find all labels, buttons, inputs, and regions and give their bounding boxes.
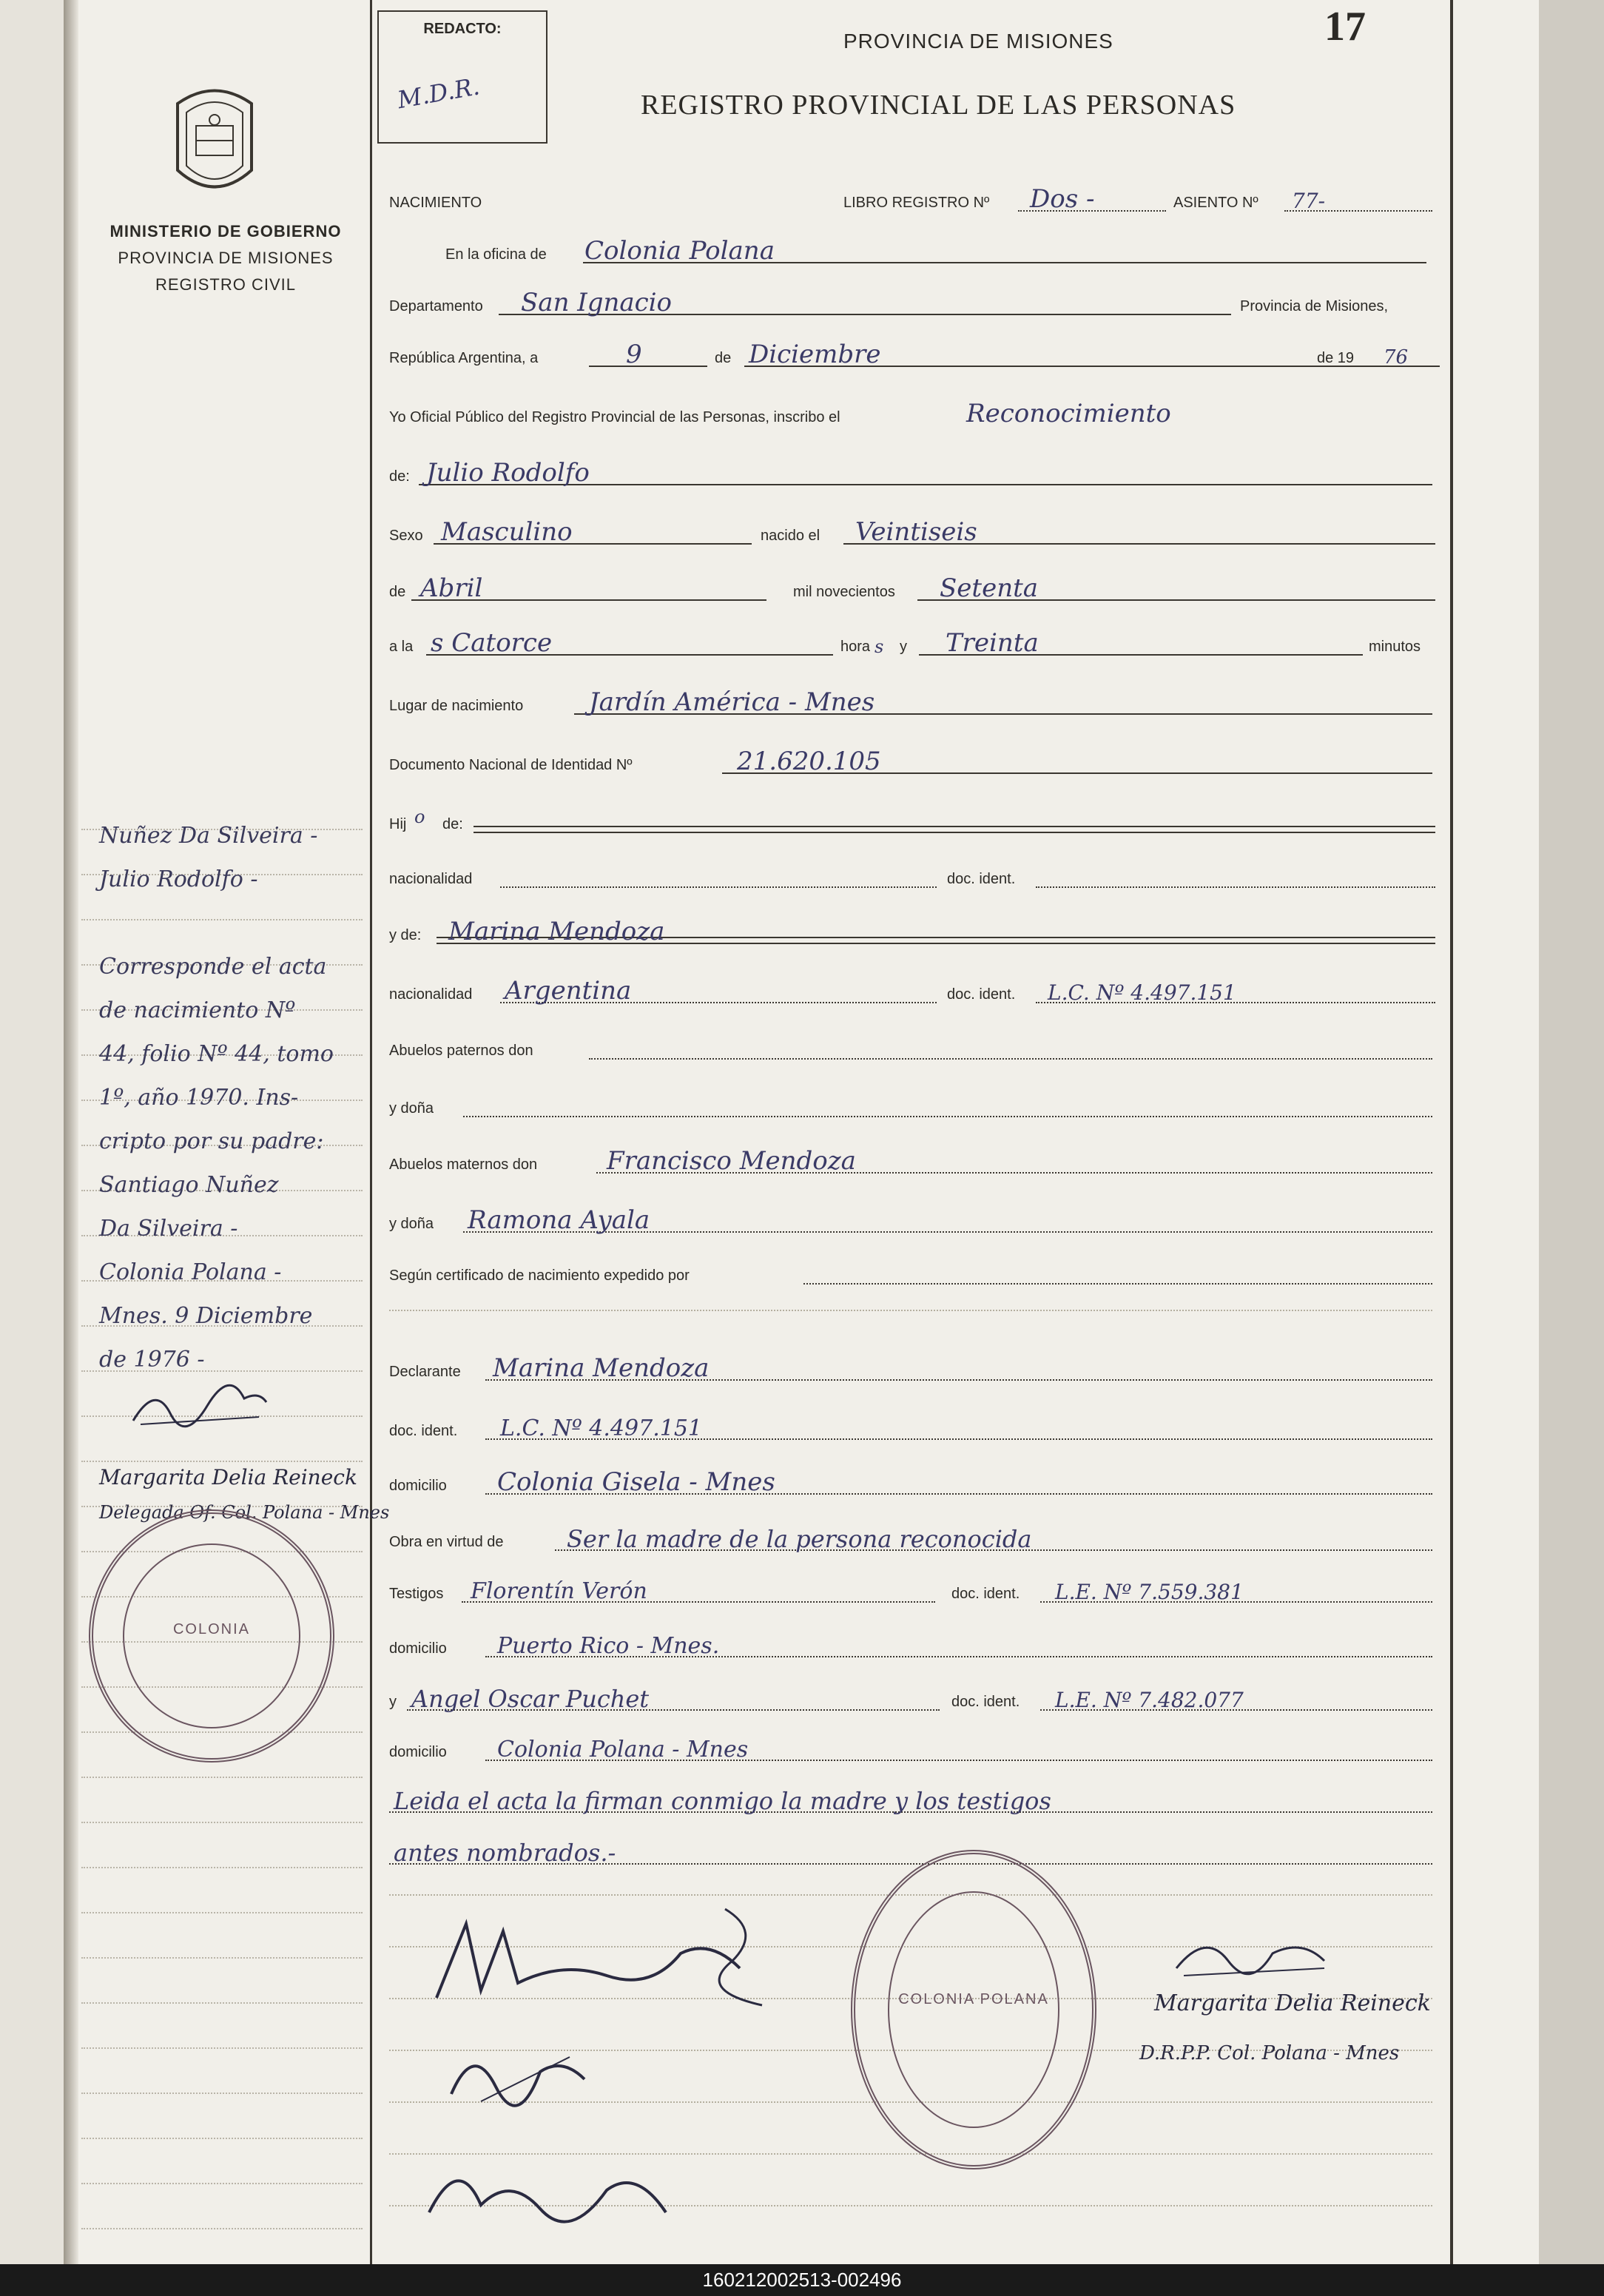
testigo2-value: Angel Oscar Puchet (411, 1685, 650, 1713)
dni-label: Documento Nacional de Identidad Nº (389, 757, 633, 773)
margin-note-line: cripto por su padre: (99, 1128, 324, 1154)
row-abuelos-maternos (389, 1147, 1432, 1176)
nacido-label: nacido el (761, 528, 820, 544)
margin-note (99, 814, 380, 1381)
row-declarante (389, 1354, 1432, 1384)
libro-value: Dos - (1030, 184, 1095, 214)
nacionalidad-label: nacionalidad (389, 871, 473, 887)
margin-note-line: Corresponde el acta (99, 954, 327, 980)
testigo1-doc-value: L.E. Nº 7.559.381 (1055, 1580, 1244, 1604)
page-number: 17 (1324, 4, 1366, 50)
departamento-label: Departamento (389, 298, 483, 314)
row-fecha (389, 340, 1432, 370)
form-right-rule (1450, 0, 1453, 2264)
minutos-label: minutos (1369, 639, 1421, 655)
row-libro (389, 185, 1432, 215)
alas-label: a la (389, 639, 414, 655)
ministerio-label: MINISTERIO DE GOBIERNO (109, 222, 342, 240)
row-hijo (389, 807, 1432, 836)
lugar-label: Lugar de nacimiento (389, 698, 524, 714)
row-lugar (389, 688, 1432, 718)
abuela-mat-value: Ramona Ayala (468, 1205, 650, 1235)
row-abuela-materna (389, 1206, 1432, 1236)
testigo1-signature-icon (437, 2027, 599, 2109)
madre-value: Marina Mendoza (448, 917, 665, 946)
officer-signature-icon (1162, 1916, 1339, 1983)
y-label: y (900, 639, 907, 655)
oficina-value: Colonia Polana (584, 236, 775, 266)
nacido-value: Veintiseis (855, 517, 977, 547)
hora-value: s Catorce (431, 628, 553, 658)
ydona2-label: y doña (389, 1216, 434, 1232)
obra-label: Obra en virtud de (389, 1534, 504, 1550)
row-abuela-paterna (389, 1091, 1432, 1120)
provincia-title: PROVINCIA DE MISIONES (843, 30, 1113, 53)
mes-nac-value: Abril (420, 573, 483, 603)
redacto-label: REDACTO: (423, 21, 502, 37)
row-nacionalidad-padre (389, 861, 1432, 891)
row-leida (389, 1786, 1432, 1816)
page-border-right (1539, 0, 1604, 2264)
dom3-label: domicilio (389, 1744, 447, 1760)
nombre-value: Julio Rodolfo (426, 458, 590, 488)
left-registry-stamp (89, 1509, 334, 1763)
hij-de-label: de: (442, 816, 463, 832)
declarante-signature-icon (414, 1894, 784, 2020)
leida2-value: antes nombrados.- (394, 1839, 616, 1867)
domicilio-label: domicilio (389, 1478, 447, 1494)
anio-label: de 19 (1317, 350, 1355, 366)
row-certificado (389, 1258, 1432, 1287)
anio-nac-value: Setenta (940, 573, 1039, 603)
redacto-value: M.D.R. (395, 72, 482, 115)
y2-label: y (389, 1694, 397, 1710)
margin-note-line: de nacimiento Nº (99, 997, 296, 1023)
margin-note-line: 44, folio Nº 44, tomo (99, 1041, 334, 1067)
left-header (104, 222, 348, 294)
hij-value: o (414, 807, 425, 827)
nacionalidad2-value: Argentina (505, 976, 632, 1006)
testigo1-doc-label: doc. ident. (951, 1586, 1020, 1602)
book-gutter (64, 0, 78, 2264)
right-stamp-center: COLONIA POLANA (898, 1990, 1049, 2007)
margin-note-line: Nuñez Da Silveira - (99, 823, 318, 849)
dom2-label: domicilio (389, 1640, 447, 1657)
testigo2-doc-label: doc. ident. (951, 1694, 1020, 1710)
mes-value: Diciembre (749, 340, 881, 369)
min-value: Treinta (946, 628, 1039, 658)
row-oficina (389, 237, 1432, 266)
margin-note-line: Mnes. 9 Diciembre (99, 1303, 313, 1329)
provincia-label: PROVINCIA DE MISIONES (118, 249, 334, 267)
leida-value: Leida el acta la firman conmigo la madre y los testigos (394, 1787, 1051, 1815)
horas-label: hora (840, 639, 871, 655)
row-nombre (389, 459, 1432, 488)
margin-note-line (99, 901, 380, 945)
right-registry-stamp (851, 1850, 1096, 2169)
row-dni (389, 747, 1432, 777)
dia-value: 9 (626, 340, 642, 369)
row-obra (389, 1524, 1432, 1554)
row-madre (389, 918, 1432, 947)
dom3-value: Colonia Polana - Mnes (497, 1737, 749, 1763)
blank-dotted-line (389, 1310, 1432, 1311)
provincia-suffix: Provincia de Misiones, (1240, 298, 1389, 314)
anio-value: 76 (1384, 346, 1409, 368)
margin-note-line: Colonia Polana - (99, 1259, 282, 1285)
margin-note-line: Julio Rodolfo - (99, 866, 258, 892)
declarante-label: Declarante (389, 1364, 461, 1380)
left-stamp-center: COLONIA (172, 1621, 251, 1638)
margin-note-line: Santiago Nuñez (99, 1172, 279, 1198)
testigo2-signature-icon (414, 2146, 681, 2227)
row-inscribo (389, 400, 1432, 429)
inscribo-value: Reconocimiento (966, 399, 1171, 428)
nacimiento-label: NACIMIENTO (389, 195, 482, 211)
declarante-value: Marina Mendoza (493, 1353, 710, 1383)
hs-suffix: s (875, 636, 884, 657)
row-abuelos-paternos (389, 1033, 1432, 1063)
redacto-box (377, 10, 547, 144)
ydona-label: y doña (389, 1100, 434, 1117)
row-testigo2 (389, 1684, 1432, 1714)
registro-civil-label: REGISTRO CIVIL (155, 275, 297, 294)
registro-title: REGISTRO PROVINCIAL DE LAS PERSONAS (641, 90, 1236, 121)
row-leida2 (389, 1838, 1432, 1868)
segun-label: Según certificado de nacimiento expedido por (389, 1267, 690, 1284)
row-sexo (389, 518, 1432, 548)
nacionalidad2-label: nacionalidad (389, 986, 473, 1003)
row-domicilio3 (389, 1734, 1432, 1764)
docident2-value: L.C. Nº 4.497.151 (1048, 980, 1236, 1005)
margin-note-line: 1º, año 1970. Ins- (99, 1085, 299, 1111)
row-hora (389, 629, 1432, 659)
asiento-value: 77- (1292, 189, 1326, 213)
testigos-label: Testigos (389, 1586, 444, 1602)
row-testigo1 (389, 1576, 1432, 1606)
margin-note-line: Da Silveira - (99, 1216, 238, 1242)
previous-page-edge (0, 0, 67, 2264)
provincia-seal-icon (163, 81, 266, 200)
docident2-label: doc. ident. (947, 986, 1016, 1003)
oficina-label: En la oficina de (445, 246, 547, 263)
margin-note-line: de 1976 - (99, 1347, 205, 1373)
row-departamento (389, 289, 1432, 318)
image-id-footer: 160212002513-002496 (0, 2264, 1604, 2296)
decl-doc-value: L.C. Nº 4.497.151 (500, 1415, 702, 1441)
row-declarante-doc (389, 1413, 1432, 1443)
libro-label: LIBRO REGISTRO Nº (843, 195, 990, 211)
obra-value: Ser la madre de la persona reconocida (567, 1525, 1032, 1553)
domicilio-value: Colonia Gisela - Mnes (497, 1467, 775, 1497)
mil-label: mil novecientos (793, 584, 895, 600)
officer-title: D.R.P.P. Col. Polana - Mnes (1139, 2042, 1400, 2064)
abuelos-pat-label: Abuelos paternos don (389, 1043, 533, 1059)
de-label: de (715, 350, 732, 366)
row-nacionalidad-madre (389, 977, 1432, 1006)
republica-label: República Argentina, a (389, 350, 539, 366)
hij-label: Hij (389, 816, 407, 832)
dom2-value: Puerto Rico - Mnes. (497, 1633, 720, 1659)
docident-label: doc. ident. (947, 871, 1016, 887)
dni-value: 21.620.105 (737, 747, 881, 776)
departamento-value: San Ignacio (521, 288, 673, 317)
margin-signature-icon (126, 1376, 274, 1435)
yo-label: Yo Oficial Público del Registro Provincial de las Personas, inscribo el (389, 409, 840, 425)
abuelos-mat-label: Abuelos maternos don (389, 1157, 538, 1173)
margin-signature-name: Margarita Delia Reineck (99, 1465, 357, 1489)
de3-label: de (389, 584, 406, 600)
row-domicilio2 (389, 1631, 1432, 1660)
lugar-value: Jardín América - Mnes (589, 687, 875, 717)
row-domicilio (389, 1468, 1432, 1498)
asiento-label: ASIENTO Nº (1173, 195, 1258, 211)
sexo-label: Sexo (389, 528, 423, 544)
sexo-value: Masculino (441, 517, 573, 547)
margin-signature-title: Delegada Of. Col. Polana - Mnes (99, 1502, 390, 1523)
testigo1-value: Florentín Verón (471, 1578, 647, 1604)
de2-label: de: (389, 468, 410, 485)
testigo2-doc-value: L.E. Nº 7.482.077 (1055, 1688, 1244, 1712)
abuelo-mat-value: Francisco Mendoza (607, 1146, 856, 1176)
yde-label: y de: (389, 927, 422, 943)
officer-name: Margarita Delia Reineck (1154, 1990, 1431, 2016)
row-mes-nacimiento (389, 574, 1432, 604)
decl-doc-label: doc. ident. (389, 1423, 458, 1439)
